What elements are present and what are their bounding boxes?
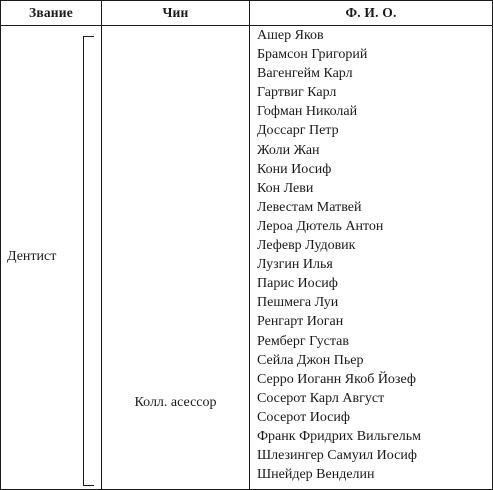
header-chin: Чин [162, 5, 189, 20]
name-row: Серро Иоганн Якоб Йозеф [257, 371, 416, 387]
name-row: Ашер Яков [257, 28, 324, 43]
name-row: Ремберг Густав [257, 333, 349, 349]
name-row: Вагенгейм Карл [257, 66, 353, 82]
table-header-row [1, 1, 492, 26]
header-fio: Ф. И. О. [345, 5, 397, 20]
names-list [257, 26, 421, 484]
name-row: Брамсон Григорий [257, 47, 368, 63]
name-row: Гофман Николай [257, 104, 358, 120]
name-row: Франк Фридрих Вильгельм [257, 428, 421, 444]
column-divider-2 [249, 1, 250, 489]
column-divider-1 [101, 1, 102, 489]
name-row: Лузгин Илья [257, 257, 333, 273]
name-row: Сейла Джон Пьер [257, 352, 364, 368]
name-row: Кон Леви [257, 180, 314, 196]
name-row: Кони Иосиф [257, 161, 332, 177]
name-row: Лефевр Лудовик [257, 238, 356, 254]
name-row: Гартвиг Карл [257, 85, 337, 101]
name-row: Сосерот Иосиф [257, 409, 350, 425]
name-row: Парис Иосиф [257, 276, 338, 292]
chin-cell: Колл. асессор [134, 395, 217, 410]
grouping-bracket [83, 36, 94, 486]
rank-cell: Дентист [7, 249, 57, 264]
name-row: Шлезингер Самуил Иосиф [257, 448, 417, 464]
name-row: Доссарг Петр [257, 123, 339, 139]
name-row: Сосерот Карл Август [257, 390, 385, 406]
name-row: Жоли Жан [257, 142, 320, 158]
name-row: Пешмега Луи [257, 295, 339, 311]
name-row: Шнейдер Венделин [257, 467, 375, 483]
name-row: Лероа Дютель Антон [257, 218, 384, 234]
name-row: Ренгарт Иоган [257, 314, 344, 330]
header-rank: Звание [29, 5, 73, 20]
name-row: Левестам Матвей [257, 199, 362, 215]
